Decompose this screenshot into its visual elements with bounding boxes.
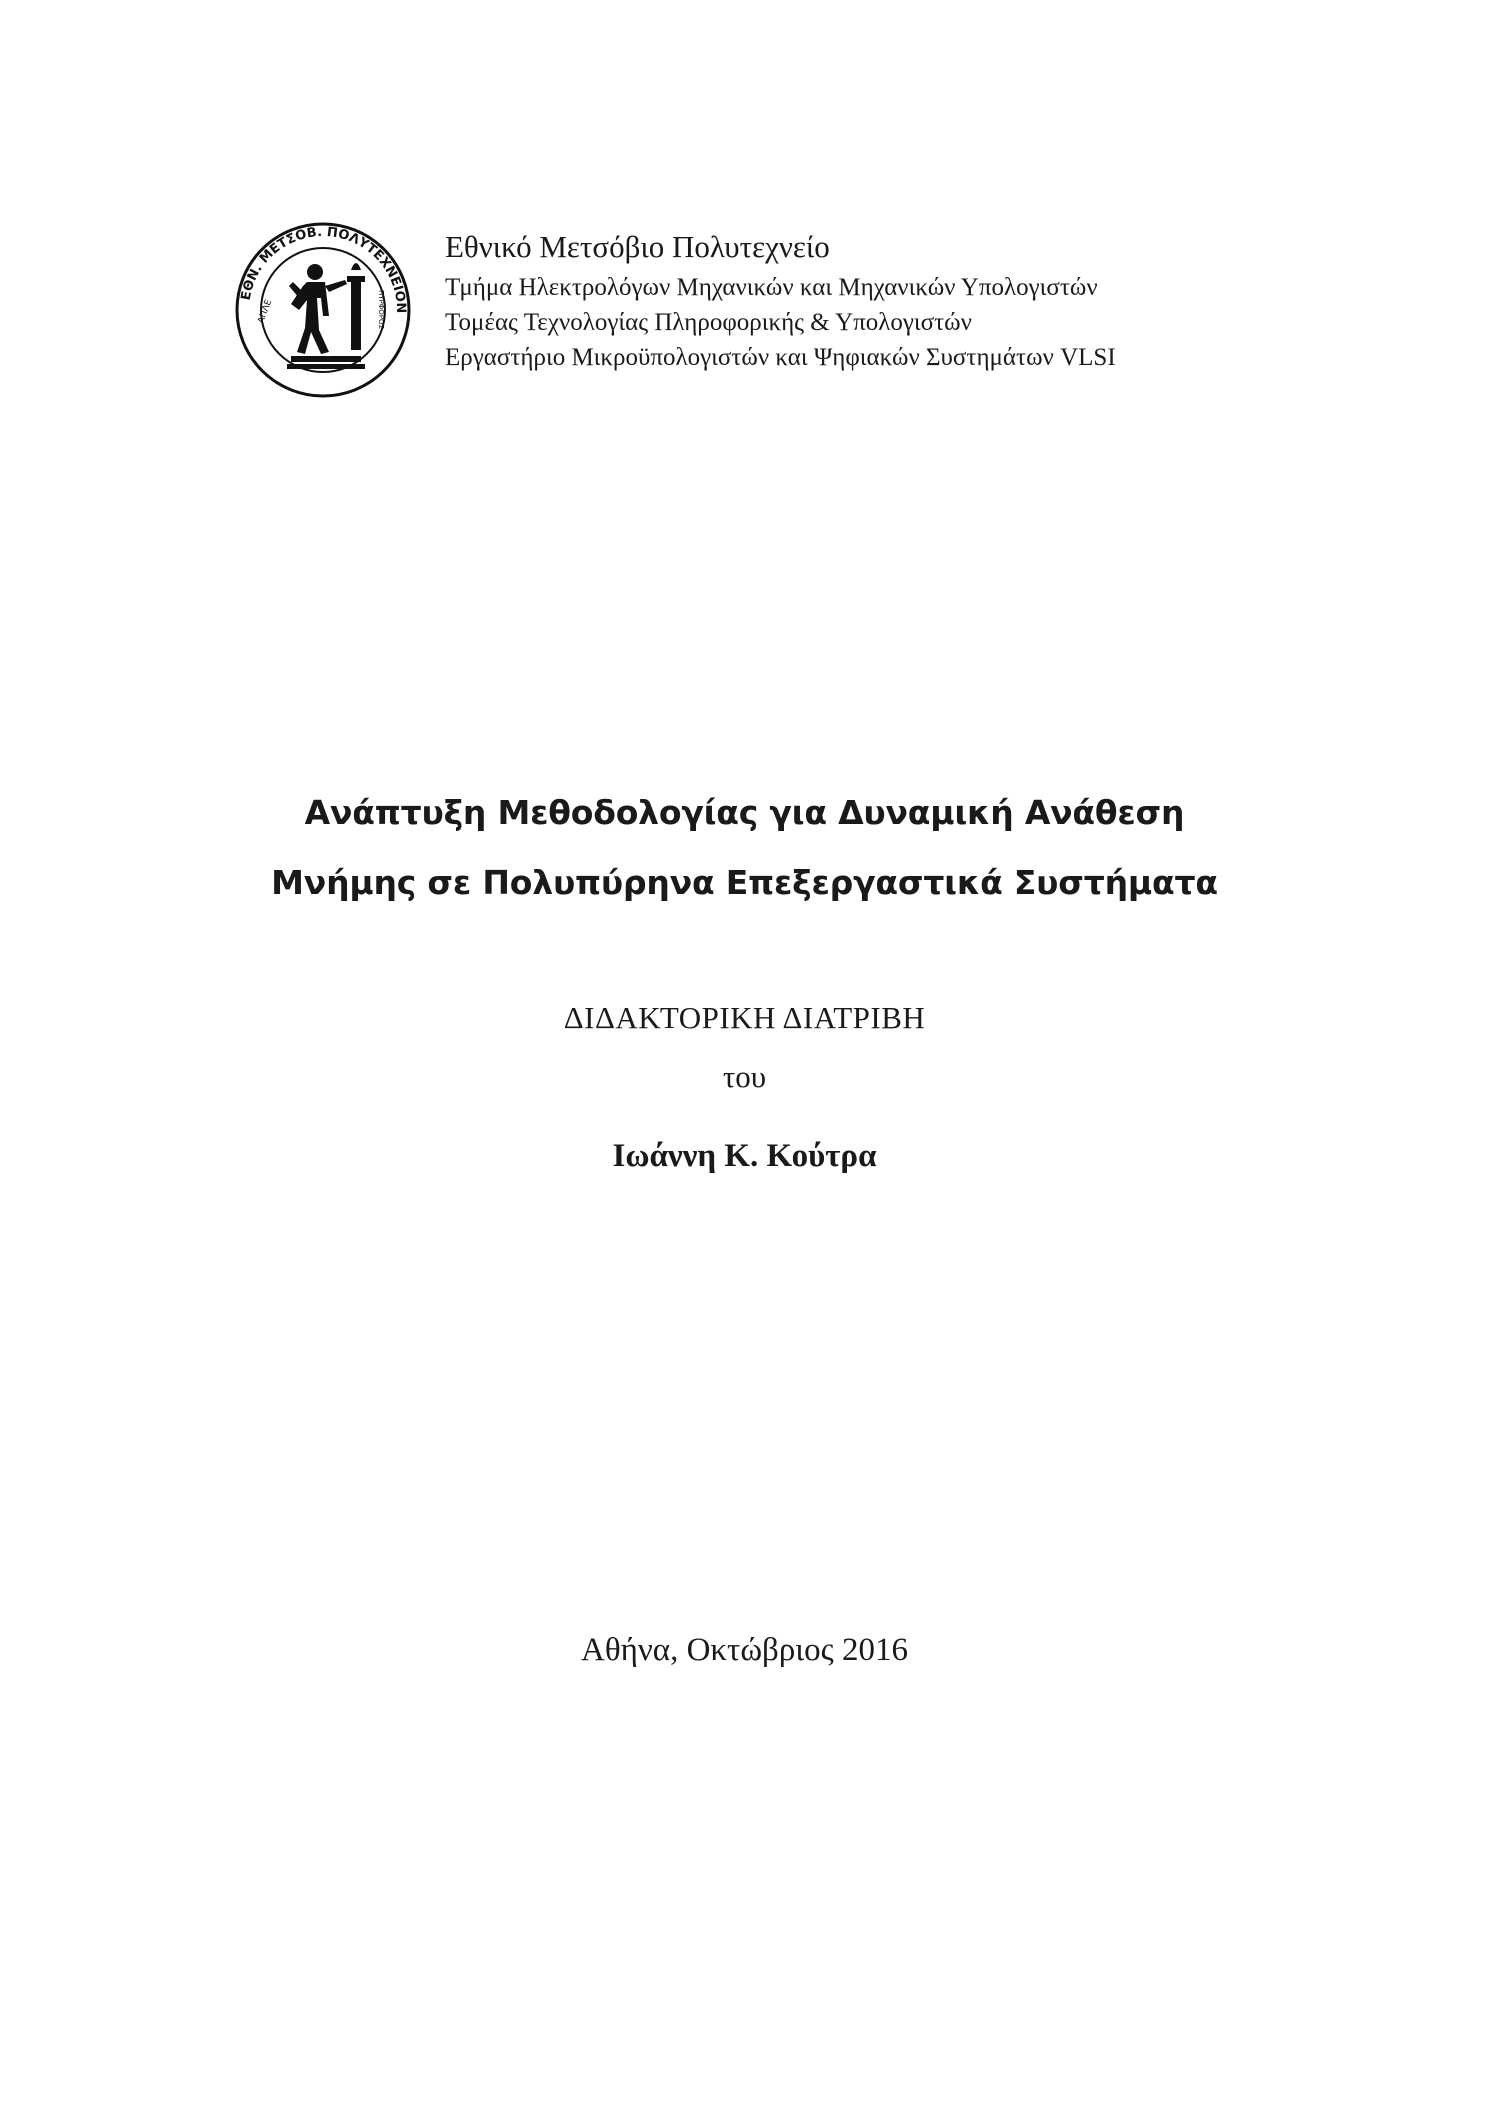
place-date: Αθήνα, Οκτώβριος 2016: [580, 1632, 908, 1668]
institution-name: Εθνικό Μετσόβιο Πολυτεχνείο: [445, 229, 830, 264]
svg-text:ΑΠΛΕ: ΑΠΛΕ: [256, 298, 275, 326]
school-name: Τμήμα Ηλεκτρολόγων Μηχανικών και Μηχανικών Υπολογιστών: [445, 274, 1098, 301]
by-word: του: [722, 1059, 767, 1094]
thesis-title-line-1: Ανάπτυξη Μεθοδολογίας για Δυναμική Ανάθεση: [304, 793, 1185, 832]
division-name: Τομέας Τεχνολογίας Πληροφορικής & Υπολογιστών: [445, 309, 972, 336]
document-type: ΔΙΔΑΚΤΟΡΙΚΗ ΔΙΑΤΡΙΒΗ: [563, 1000, 926, 1035]
thesis-title-line-2: Μνήμης σε Πολυπύρηνα Επεξεργαστικά Συστήματα: [271, 863, 1218, 902]
author-name: Ιωάννη Κ. Κούτρα: [612, 1138, 877, 1174]
institution-text: [445, 228, 1116, 375]
svg-text:ΕΘΝ. ΜΕΤΣΟΒ. ΠΟΛΥΤΕΧΝΕΙΟΝ: ΕΘΝ. ΜΕΤΣΟΒ. ΠΟΛΥΤΕΧΝΕΙΟΝ: [238, 224, 409, 314]
institution-header: [233, 220, 1283, 420]
thesis-title: [0, 778, 1489, 918]
svg-text:ΠΥΡΦΟΡΟΣ: ΠΥΡΦΟΡΟΣ: [377, 290, 385, 329]
ntua-seal-icon: [233, 220, 413, 400]
lab-name: Εργαστήριο Μικροϋπολογιστών και Ψηφιακών Συστημάτων VLSI: [445, 344, 1116, 371]
